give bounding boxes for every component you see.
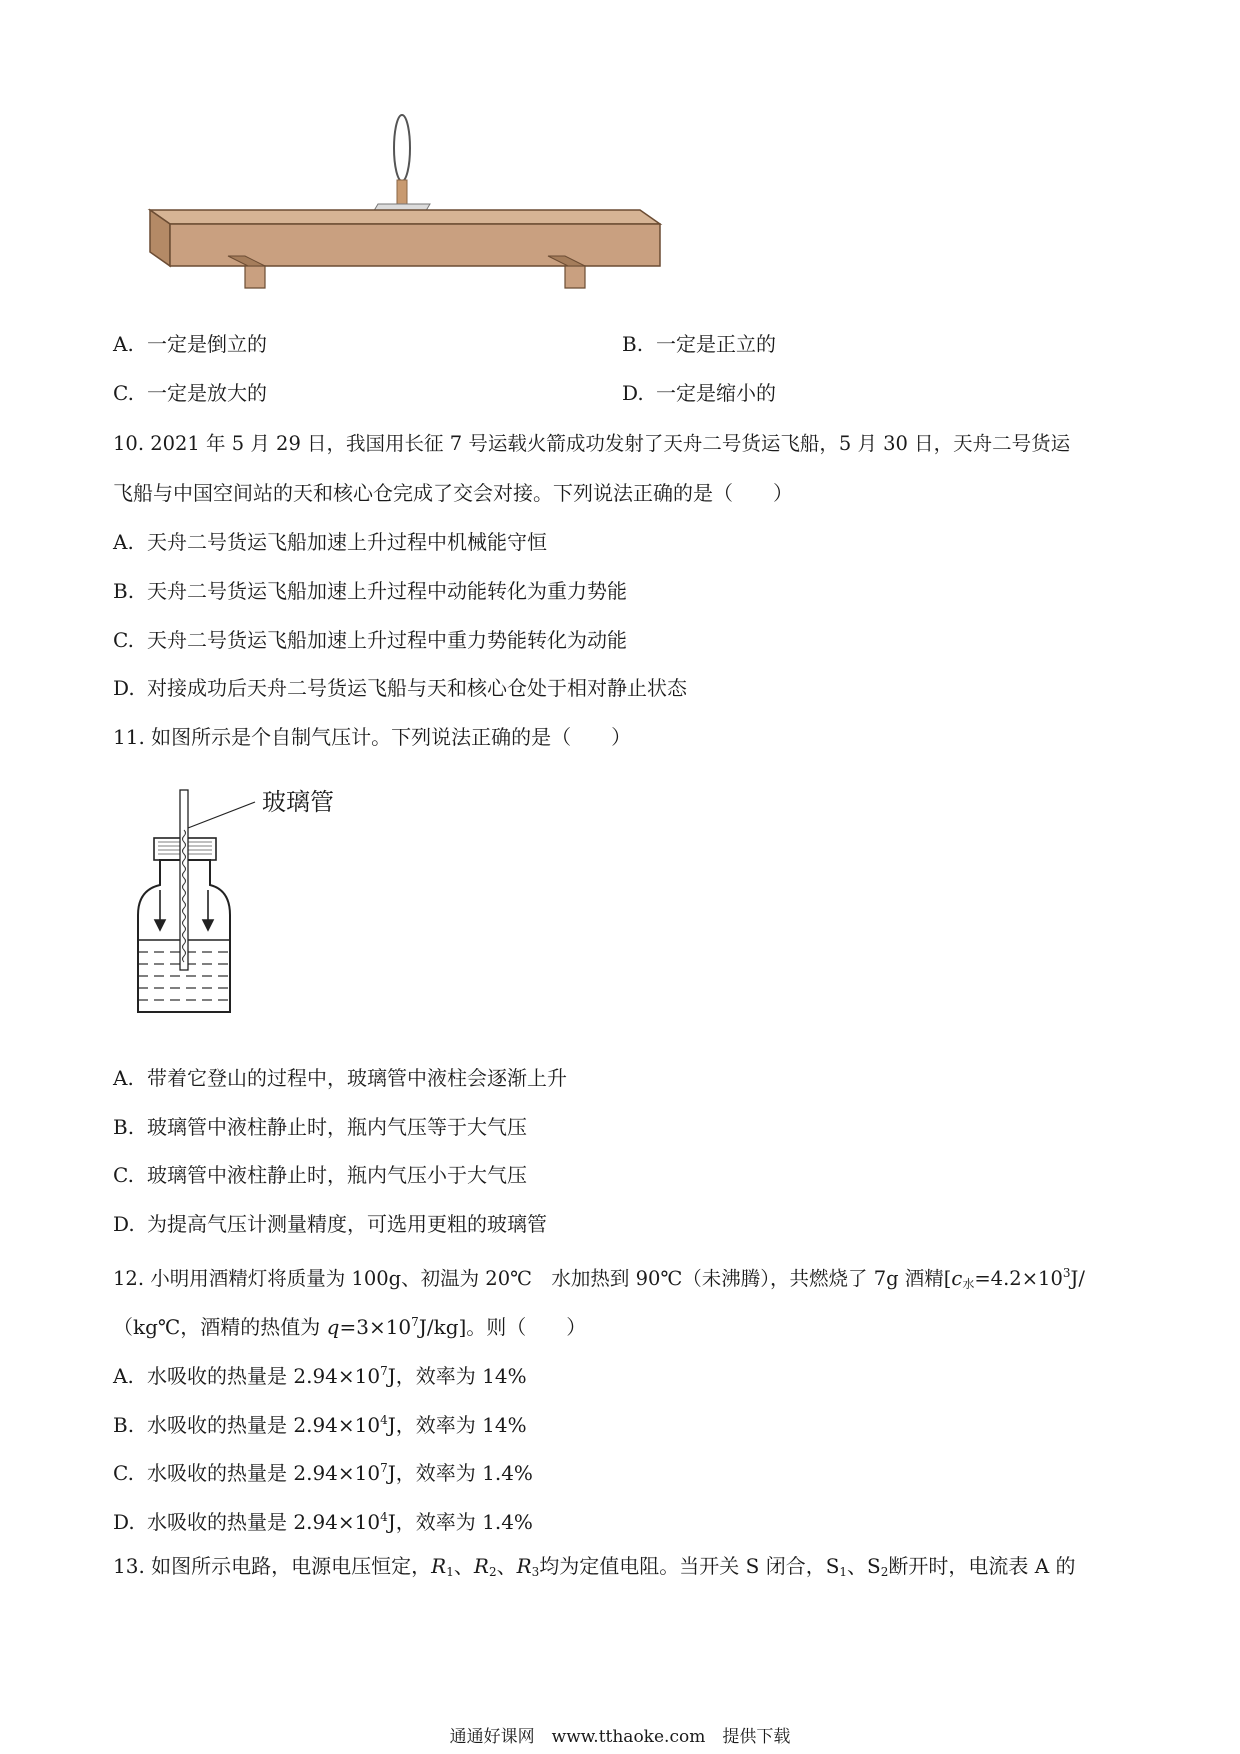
q12-option-d: D. 水吸收的热量是 $2.94\times 10^4J$，效率为 1.4% <box>113 1510 533 1534</box>
ring-on-board-figure <box>140 110 660 290</box>
board-top <box>150 210 660 224</box>
q11-option-a: A. 带着它登山的过程中，玻璃管中液柱会逐渐上升 <box>113 1066 567 1090</box>
q10-stem-line2: 飞船与中国空间站的天和核心仓完成了交会对接。下列说法正确的是（ ） <box>113 481 793 505</box>
q10-option-c: C. 天舟二号货运飞船加速上升过程中重力势能转化为动能 <box>113 628 627 652</box>
q9-option-b: B. 一定是正立的 <box>622 332 776 356</box>
glass-tube <box>180 790 188 970</box>
q11-option-d: D. 为提高气压计测量精度，可选用更粗的玻璃管 <box>113 1212 547 1236</box>
ring-stem <box>397 180 407 204</box>
q12-option-b: B. 水吸收的热量是 $2.94\times 10^4J$，效率为 14% <box>113 1413 527 1437</box>
q12-option-a: A. 水吸收的热量是 $2.94\times 10^7J$，效率为 14% <box>113 1364 527 1388</box>
q9-option-d: D. 一定是缩小的 <box>622 381 776 405</box>
q12-stem-line1: 12. 小明用酒精灯将质量为 100g、初温为 20℃ 水加热到 90℃（未沸腾），共燃烧了 7g 酒精[$c_水=4.2\times 10^3J/$ <box>113 1266 1085 1291</box>
q11-option-b: B. 玻璃管中液柱静止时，瓶内气压等于大气压 <box>113 1115 527 1139</box>
barometer-figure <box>130 790 370 1020</box>
glass-tube-label: 玻璃管 <box>262 788 334 816</box>
q10-stem-line1: 10. 2021 年 5 月 29 日，我国用长征 7 号运载火箭成功发射了天舟二号货运飞船，5 月 30 日，天舟二号货运 <box>113 432 1071 455</box>
q11-stem: 11. 如图所示是个自制气压计。下列说法正确的是（ ） <box>113 725 632 749</box>
q13-stem: 13. 如图所示电路，电源电压恒定，$R_1$、$R_2$、$R_3$均为定值电阻。当开关 S 闭合，$S_1$、$S_2$断开时，电流表 A 的 <box>113 1554 1076 1579</box>
ring <box>394 115 410 181</box>
q12-stem-line2: （kg℃，酒精的热值为 $q=3\times 10^7J/kg$]。则（ ） <box>113 1315 587 1339</box>
q10-option-d: D. 对接成功后天舟二号货运飞船与天和核心仓处于相对静止状态 <box>113 676 687 700</box>
page-footer: 通通好课网 www.tthaoke.com 提供下载 <box>449 1727 791 1747</box>
q9-option-c: C. 一定是放大的 <box>113 381 267 405</box>
q12-option-c: C. 水吸收的热量是 $2.94\times 10^7J$，效率为 1.4% <box>113 1461 533 1485</box>
q10-option-b: B. 天舟二号货运飞船加速上升过程中动能转化为重力势能 <box>113 579 627 603</box>
q10-option-a: A. 天舟二号货运飞船加速上升过程中机械能守恒 <box>113 530 547 554</box>
q11-option-c: C. 玻璃管中液柱静止时，瓶内气压小于大气压 <box>113 1163 527 1187</box>
q9-option-a: A. 一定是倒立的 <box>113 332 267 356</box>
